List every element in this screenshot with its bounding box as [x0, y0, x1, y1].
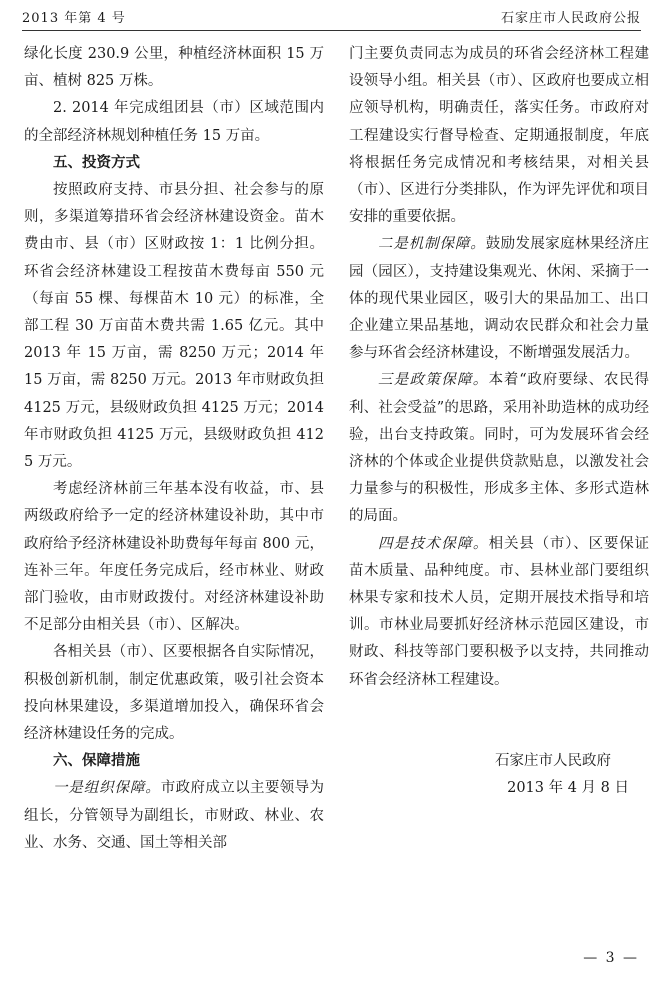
signature-date: 2013 年 4 月 8 日: [507, 780, 629, 796]
section-heading-investment: 五、投资方式: [53, 154, 140, 171]
paragraph-lead: 三是政策保障。: [378, 372, 489, 389]
paragraph: 考虑经济林前三年基本没有收益，市、县两级政府给予一定的经济林建设补助，其中市政府给予经济林建设补助费每年每亩 800 元，连补三年。年度任务完成后，经市林业、财政部门验收，由市财政拨付。对经济林建设补助不足部分由相关县（市）、区解决。: [24, 481, 324, 634]
paragraph-body: 相关县（市）、区要保证苗木质量、品种纯度。市、县林业部门要组织林果专家和技术人员，定期开展技术指导和培训。市林业局要抓好经济林示范园区建设，市财政、科技等部门要积极予以支持，共同推动环省会经济林工程建设。: [349, 535, 650, 688]
paragraph-lead: 一是组织保障。: [53, 780, 161, 797]
paragraph: 2. 2014 年完成组团县（市）区域范围内的全部经济林规划种植任务 15 万亩。: [24, 100, 324, 144]
paragraph-body: 鼓励发展家庭林果经济庄园（园区），支持建设集观光、休闲、采摘于一体的现代果业园区，吸引大的果品加工、出口企业建立果品基地，调动农民群众和社会力量参与环省会经济林建设，不断增强发展活力。: [349, 236, 650, 362]
publication-title: 石家庄市人民政府公报: [500, 11, 641, 26]
issue-label: 2013 年第 4 号: [22, 11, 126, 26]
paragraph: 门主要负责同志为成员的环省会经济林工程建设领导小组。相关县（市）、区政府也要成立相应领导机构，明确责任，落实任务。市政府对工程建设实行督导检查、定期通报制度，年底将根据任务完成情况和考核结果，对相关县（市）、区进行分类排队，作为评先评优和项目安排的重要依据。: [349, 46, 649, 226]
paragraph-body: 市政府成立以主要领导为组长，分管领导为副组长，市财政、林业、农业、水务、交通、国土等相关部: [24, 780, 325, 851]
signature-block: [349, 748, 629, 802]
paragraph: 按照政府支持、市县分担、社会参与的原则，多渠道筹措环省会经济林建设资金。苗木费由市、县（市）区财政按 1：1 比例分担。环省会经济林建设工程按苗木费每亩 550 元（每亩 55 棵、每棵苗木 10 元）的标准，全部工程 30 万亩苗木费共需 1.65 亿元。其中 2013 年 15 万亩，需 8250 万元；2014 年 15 万亩，需 8250 万元。2013 年市财政负担 4125 万元，县级财政负担 4125 万元；2014 年市财政负担 4125 万元，县级财政负担 4125 万元。: [24, 182, 324, 471]
paragraph: 各相关县（市）、区要根据各自实际情况，积极创新机制，制定优惠政策，吸引社会资本投向林果建设，多渠道增加投入，确保环省会经济林建设任务的完成。: [24, 644, 324, 743]
signature-org: 石家庄市人民政府: [495, 753, 611, 769]
paragraph: 绿化长度 230.9 公里，种植经济林面积 15 万亩、植树 825 万株。: [24, 46, 324, 90]
section-heading-safeguards: 六、保障措施: [53, 753, 140, 770]
left-column: [24, 41, 324, 857]
paragraph: [349, 367, 649, 530]
paragraph: [349, 531, 649, 694]
paragraph-lead: 二是机制保障。: [378, 236, 486, 253]
paragraph: [349, 231, 649, 367]
paragraph-body: 本着“政府要绿、农民得利、社会受益”的思路，采用补助造林的成功经验，出台支持政策。同时，可为发展环省会经济林的个体或企业提供贷款贴息，以激发社会力量参与的积极性，形成多主体、多形式造林的局面。: [349, 372, 649, 525]
right-column: [349, 41, 649, 694]
page-number: — 3 —: [583, 950, 639, 966]
paragraph: [24, 775, 324, 857]
page-header: [22, 4, 641, 31]
paragraph-lead: 四是技术保障。: [378, 535, 489, 552]
